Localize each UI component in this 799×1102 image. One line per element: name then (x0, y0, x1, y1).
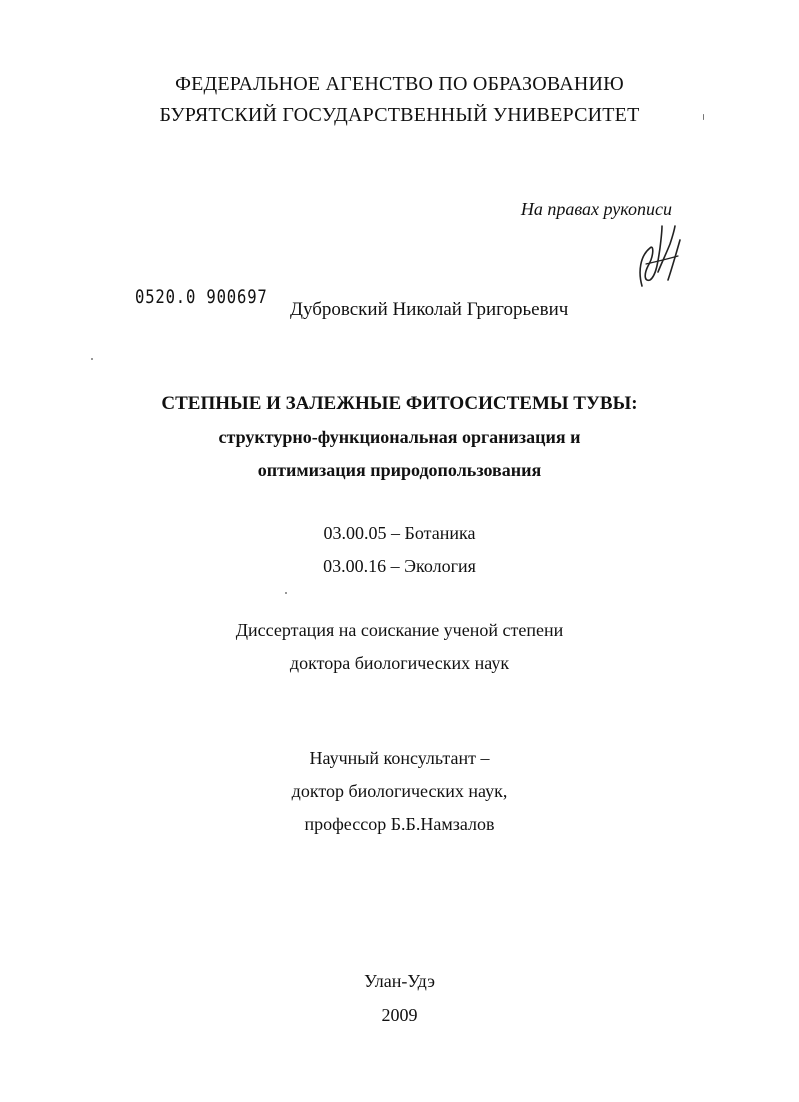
registration-number: 0520.0 900697 (135, 286, 268, 308)
consultant-line-1: Научный консультант – (309, 748, 490, 768)
dissertation-statement-line-2: доктора биологических наук (289, 653, 510, 673)
year: 2009 (381, 1005, 418, 1025)
thesis-title: СТЕПНЫЕ И ЗАЛЕЖНЫЕ ФИТОСИСТЕМЫ ТУВЫ: (161, 393, 638, 414)
specialty-botany: 03.00.05 – Ботаника (323, 523, 476, 543)
consultant-line-3: профессор Б.Б.Намзалов (304, 814, 495, 834)
signature-icon (628, 222, 688, 294)
consultant-line-2: доктор биологических наук, (291, 781, 508, 801)
agency-name: ФЕДЕРАЛЬНОЕ АГЕНСТВО ПО ОБРАЗОВАНИЮ (175, 73, 624, 95)
dissertation-statement-line-1: Диссертация на соискание ученой степени (235, 620, 564, 640)
thesis-subtitle-line-1: структурно-функциональная организация и (218, 427, 581, 447)
university-name: БУРЯТСКИЙ ГОСУДАРСТВЕННЫЙ УНИВЕРСИТЕТ (159, 104, 640, 126)
specialty-ecology: 03.00.16 – Экология (323, 556, 476, 576)
author-name: Дубровский Николай Григорьевич (290, 299, 569, 320)
scan-speck (285, 592, 287, 594)
city: Улан-Удэ (364, 971, 435, 991)
thesis-subtitle-line-2: оптимизация природопользования (257, 460, 542, 480)
rights-note: На правах рукописи (520, 199, 672, 219)
scan-speck (703, 114, 704, 120)
scan-speck (91, 358, 93, 360)
